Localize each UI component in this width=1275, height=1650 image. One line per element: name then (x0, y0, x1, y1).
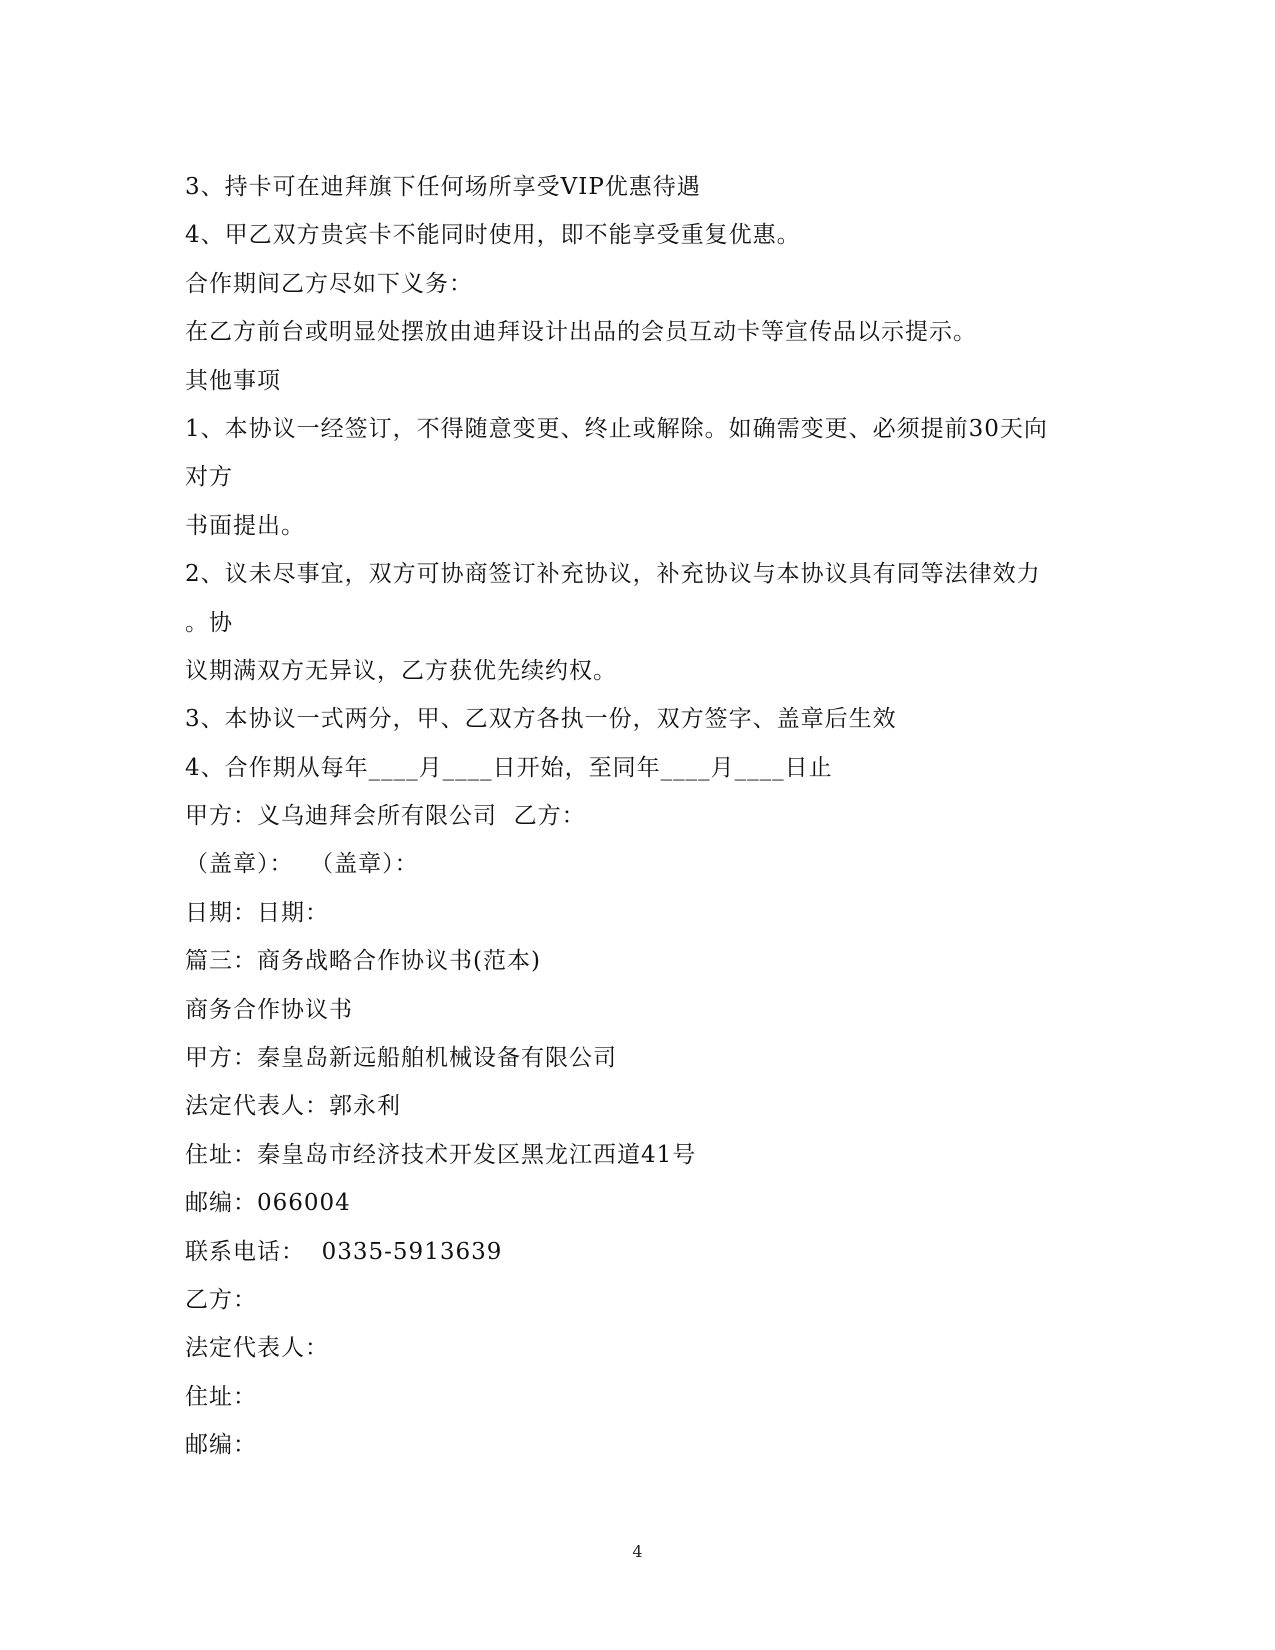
text-line: 4、合作期从每年____月____日开始，至同年____月____日止 (185, 754, 833, 781)
text-line: 3、本协议一式两分，甲、乙双方各执一份，双方签字、盖章后生效 (185, 706, 897, 733)
address-line: 住址： (185, 1383, 257, 1410)
text-line: 4、甲乙双方贵宾卡不能同时使用，即不能享受重复优惠。 (185, 222, 801, 249)
text-line: 议期满双方无异议，乙方获优先续约权。 (185, 657, 617, 684)
address-line: 住址：秦皇岛市经济技术开发区黑龙江西道41号 (185, 1141, 697, 1168)
text-line: 。协 (185, 609, 233, 636)
page-number: 4 (632, 1542, 643, 1561)
text-line: 1、本协议一经签订，不得随意变更、终止或解除。如确需变更、必须提前30天向 (185, 415, 1048, 442)
date-line: 日期：日期： (185, 899, 329, 926)
text-line: 3、持卡可在迪拜旗下任何场所享受VIP优惠待遇 (185, 174, 701, 200)
text-line: 2、议未尽事宜，双方可协商签订补充协议，补充协议与本协议具有同等法律效力 (185, 561, 1041, 588)
text-line: 在乙方前台或明显处摆放由迪拜设计出品的会员互动卡等宣传品以示提示。 (185, 319, 977, 346)
section-title: 篇三：商务战略合作协议书(范本) (185, 948, 541, 975)
phone-line: 联系电话： 0335-5913639 (185, 1238, 503, 1265)
text-line: 对方 (185, 464, 233, 491)
seal-line: （盖章）： （盖章）： (185, 851, 419, 878)
agreement-title: 商务合作协议书 (185, 996, 353, 1023)
text-line: 合作期间乙方尽如下义务： (185, 270, 473, 297)
signature-line: 甲方：义乌迪拜会所有限公司 乙方： (185, 803, 586, 830)
representative-line: 法定代表人： (185, 1335, 329, 1362)
section-heading: 其他事项 (185, 367, 281, 394)
document-body (185, 163, 1085, 1470)
postcode-line: 邮编： (185, 1432, 257, 1459)
party-b-line: 乙方： (185, 1286, 257, 1313)
party-a-line: 甲方：秦皇岛新远船舶机械设备有限公司 (185, 1045, 617, 1072)
representative-line: 法定代表人：郭永利 (185, 1093, 401, 1120)
postcode-line: 邮编：066004 (185, 1190, 351, 1217)
text-line: 书面提出。 (185, 512, 305, 539)
